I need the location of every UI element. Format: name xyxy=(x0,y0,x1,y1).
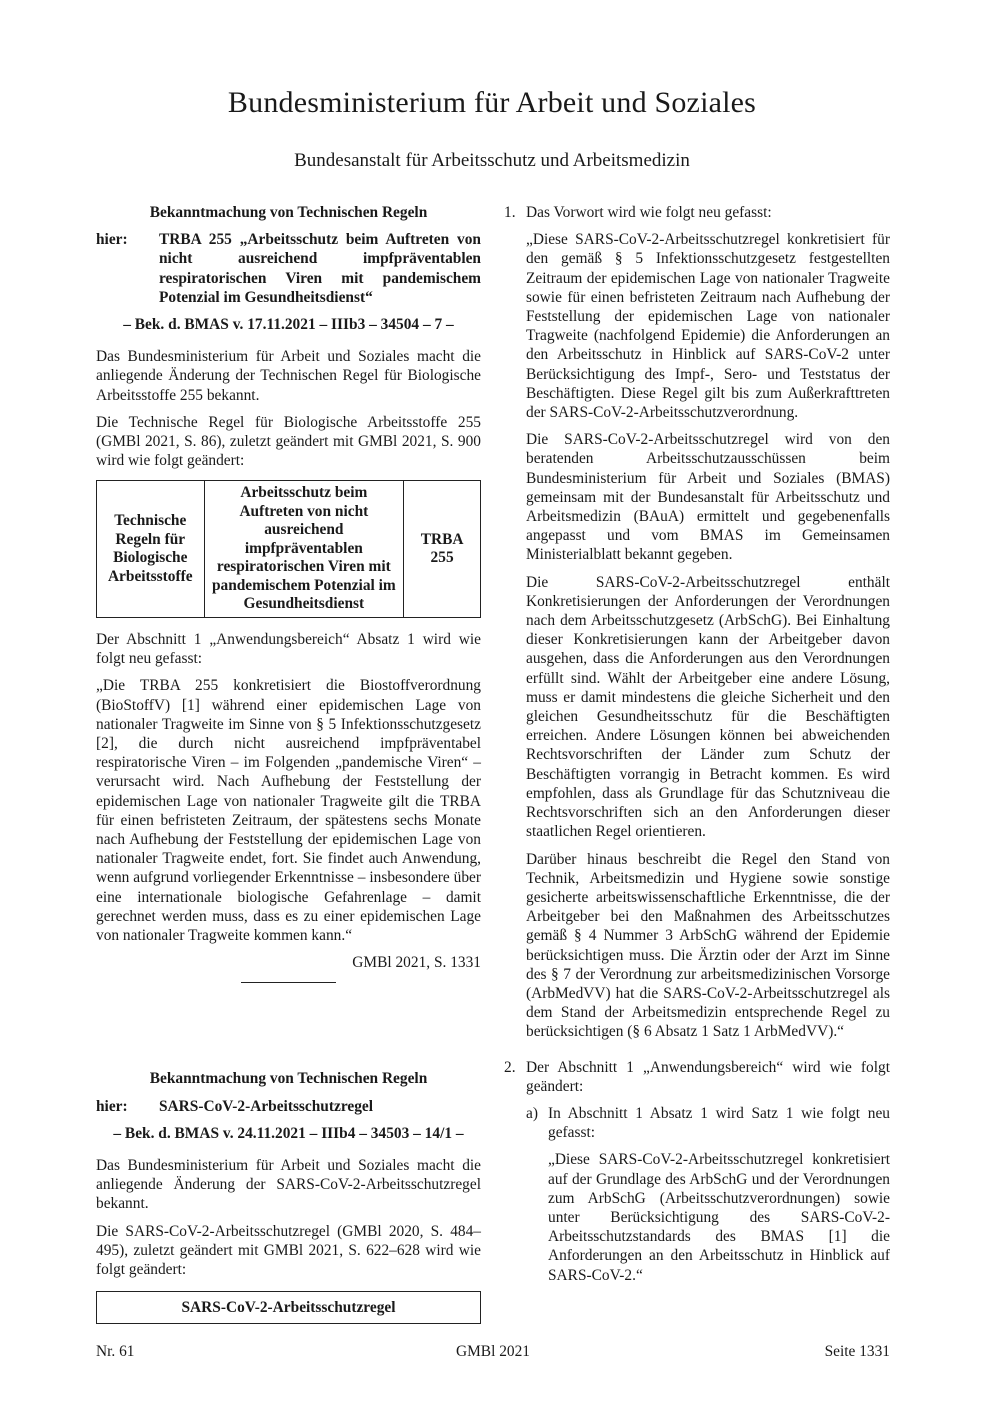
page-footer xyxy=(96,1343,890,1363)
paragraph: Der Abschnitt 1 „Anwendungsbereich“ Absatz 1 wird wie folgt neu gefasst: xyxy=(96,630,481,668)
table-row xyxy=(97,481,481,618)
announcement-heading: Bekanntmachung von Technischen Regeln xyxy=(149,1070,428,1088)
hier-text: TRBA 255 „Arbeitsschutz beim Auftreten von nicht ausreichend impfpräventablen respiratorischen Viren mit pandemischem Potenzial im Gesundheitsdienst“ xyxy=(159,231,481,306)
hier-text: SARS-CoV-2-Arbeitsschutzregel xyxy=(159,1097,374,1115)
paragraph: In Abschnitt 1 Absatz 1 wird Satz 1 wie folgt neu gefasst: xyxy=(548,1104,890,1142)
table-cell: TRBA 255 xyxy=(404,481,481,618)
numbered-item-1 xyxy=(504,203,890,1050)
paragraph: Der Abschnitt 1 „Anwendungsbereich“ wird wie folgt geändert: xyxy=(526,1058,890,1095)
right-column xyxy=(504,203,890,1309)
quote-paragraph: „Diese SARS-CoV-2-Arbeitsschutzregel konkretisiert für den gemäß § 5 Infektionsschutzgesetz festgestellten Zeitraum der epidemischen Lage von nationaler Tragweite sowie für einen befristeten Zeitraum nach Aufhebung der Feststellung der epidemischen Lage von nationaler Tragweite (nachfolgend Epidemie) die Anforderungen an den Arbeitsschutz in Hinblick auf SARS-CoV-2 unter Berücksichtigung des Impf-, Sero- und Teststatus der Beschäftigten. Diese Regel gilt bis zum Außerkrafttreten der SARS-CoV-2-Arbeitsschutzverordnung. xyxy=(526,231,890,422)
page-subtitle: Bundesanstalt für Arbeitsschutz und Arbeitsmedizin xyxy=(294,150,690,171)
bek-reference: – Bek. d. BMAS v. 17.11.2021 – IIIb3 – 34504 – 7 – xyxy=(123,316,454,334)
quote-paragraph: Die SARS-CoV-2-Arbeitsschutzregel wird von den beratenden Arbeitsschutzausschüssen beim Bundesministerium für Arbeit und Soziales (BMAS) gemeinsam mit der Bundesanstalt für Arbeitsschutz und Arbeitsmedizin (BAuA) ermittelt und gegebenenfalls angepasst und vom BMAS im Gemeinsamen Ministerialblatt bekannt gegeben. xyxy=(526,431,890,564)
item-number: 1. xyxy=(504,204,516,221)
quote-paragraph: Die SARS-CoV-2-Arbeitsschutzregel enthält Konkretisierungen der Anforderungen der Verordnungen nach dem Arbeitsschutzgesetz (ArbSchG). Bei Einhaltung dieser Konkretisierungen kann der Arbeitgeber davon ausgehen, dass die Anforderungen aus den Verordnungen erfüllt sind. Wählt der Arbeitgeber eine andere Lösung, muss er damit mindestens die gleiche Sicherheit und den gleichen Gesundheitsschutz für die Beschäftigten erreichen. Andere Lösungen können bei abweichenden Rechtsvorschriften der Länder zum Schutz der Beschäftigten vorrangig in Betracht kommen. Es wird empfohlen, dass als Grundlage für das Schutzniveau die Rechtsvorschriften sich an den Anforderungen dieser staatlichen Regel orientieren. xyxy=(526,573,890,841)
left-column xyxy=(96,203,481,1324)
sub-item-label: a) xyxy=(526,1104,538,1122)
paragraph: Das Vorwort wird wie folgt neu gefasst: xyxy=(526,204,772,221)
table-cell: Technische Regeln für Biologische Arbeitsstoffe xyxy=(97,481,205,618)
page-title: Bundesministerium für Arbeit und Soziales xyxy=(227,86,757,119)
quote-paragraph: „Die TRBA 255 konkretisiert die Biostoffverordnung (BioStoffV) [1] während einer epidemischen Lage von nationaler Tragweite im Sinne von § 5 Infektionsschutzgesetz [2], die durch nicht ausreichend impfpräventabel respiratorische Viren – im Folgenden „pandemische Viren“ – verursacht wird. Nach Aufhebung der Feststellung der epidemischen Lage von nationaler Tragweite gilt die TRBA für einen befristeten Zeitraum, der spätestens sechs Monate nach Aufhebung der Feststellung der epidemischen Lage von nationaler Tragweite endet, fort. Sie findet auch Anwendung, wenn aufgrund vorliegender Erkenntnisse – insbesondere über eine internationale biologische Gefahrenlage – damit gerechnet werden muss, dass es zu einer epidemischen Lage von nationaler Tragweite kommen kann.“ xyxy=(96,677,481,944)
paragraph: Das Bundesministerium für Arbeit und Soziales macht die anliegende Änderung der Technischen Regel für Biologische Arbeitsstoffe 255 bekannt. xyxy=(96,348,481,404)
announcement-trba255 xyxy=(96,203,481,983)
paragraph: Die SARS-CoV-2-Arbeitsschutzregel (GMBl 2020, S. 484–495), zuletzt geändert mit GMBl 2021, S. 622–628 wird wie folgt geändert: xyxy=(96,1222,481,1279)
page-number: Seite 1331 xyxy=(824,1343,890,1360)
trba-table xyxy=(96,480,481,618)
issue-number: Nr. 61 xyxy=(96,1343,135,1360)
hier-line xyxy=(96,230,481,307)
journal-name: GMBl 2021 xyxy=(456,1343,530,1360)
table-cell: Arbeitsschutz beim Auftreten von nicht ausreichend impfpräventablen respiratorischen Viren mit pandemischem Potenzial im Gesundheitsdienst xyxy=(204,481,404,618)
numbered-item-2 xyxy=(504,1058,890,1301)
quote-paragraph: Darüber hinaus beschreibt die Regel den Stand von Technik, Arbeitsmedizin und Hygiene sowie sonstige gesicherte arbeitswissenschaftliche Erkenntnisse, die der Arbeitgeber bei den Maßnahmen des Arbeitsschutzes gemäß § 4 Nummer 3 ArbSchG während der Epidemie berücksichtigen muss. Die Ärztin oder der Arzt im Sinne des § 7 der Verordnung zur arbeitsmedizinischen Vorsorge (ArbMedVV) hat die SARS-CoV-2-Arbeitsschutzregel als dem Stand der Arbeitsmedizin entsprechende Regel zu berücksichtigen (§ 6 Absatz 1 Satz 1 ArbMedVV).“ xyxy=(526,850,890,1041)
announcement-heading: Bekanntmachung von Technischen Regeln xyxy=(149,204,428,221)
quote-paragraph: „Diese SARS-CoV-2-Arbeitsschutzregel konkretisiert auf der Grundlage des ArbSchG und der Verordnungen zum ArbSchG (Arbeitsschutzverordnungen) sowie unter Berücksichtigung des SARS-CoV-2-Arbeitsschutzstandards des BMAS [1] die Anforderungen an den Arbeitsschutz in Hinblick auf SARS-CoV-2.“ xyxy=(548,1151,890,1284)
hier-label: hier: xyxy=(96,1097,128,1115)
hier-line xyxy=(96,1097,481,1116)
bek-reference: – Bek. d. BMAS v. 24.11.2021 – IIIb4 – 34503 – 14/1 – xyxy=(113,1124,464,1142)
rule-title-box: SARS-CoV-2-Arbeitsschutzregel xyxy=(96,1291,481,1324)
paragraph: Die Technische Regel für Biologische Arbeitsstoffe 255 (GMBl 2021, S. 86), zuletzt geändert mit GMBl 2021, S. 900 wird wie folgt geändert: xyxy=(96,413,481,470)
paragraph: Das Bundesministerium für Arbeit und Soziales macht die anliegende Änderung der SARS-CoV-2-Arbeitsschutzregel bekannt. xyxy=(96,1157,481,1213)
gmbl-reference: GMBl 2021, S. 1331 xyxy=(352,954,481,972)
sub-item-a xyxy=(526,1104,890,1293)
announcement-sars-cov-2 xyxy=(96,1069,481,1324)
item-number: 2. xyxy=(504,1058,516,1076)
hier-label: hier: xyxy=(96,231,128,249)
